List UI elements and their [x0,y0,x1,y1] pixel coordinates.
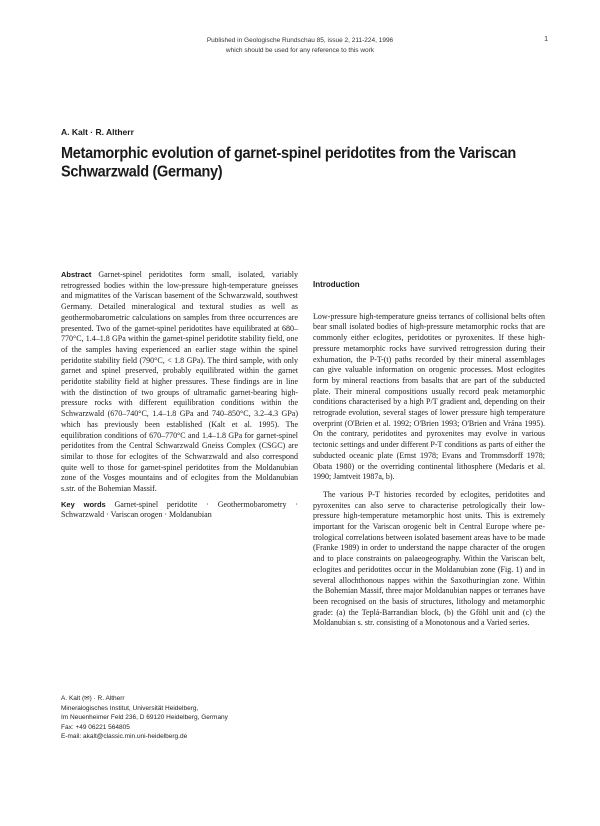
published-in-line: Published in Geologische Rundschau 85, issue 2, 211-224, 1996 [206,37,394,44]
authors: A. Kalt · R. Altherr [61,127,134,137]
reference-note-line: which should be used for any reference to this work [225,47,375,54]
author-address [61,694,301,742]
publication-note [0,36,600,56]
introduction-heading: Introduction [313,280,360,289]
email-line: E-mail: akalt@classic.min.uni-heidelberg.de [61,733,188,741]
abstract-text: Garnet-spinel peridotites form small, isolated, variably retrogressed bodies within the low-pressure high-temperature gneisses and migmatites of the Variscan basement of the Schwarzwald, southwest Germany. Detailed mineralogical and textural studies as well as geothermobarometric calculations on samples from three occurrences are presented. Two of the garnet-spinel peridotites have equilibrated at 680–770°C, 1.4–1.8 GPa within the garnet-spinel peridotite stability field, one of the samples having experienced an earlier stage within the spinel peridotite stability field (790°C, < 1.8 GPa). The third sample, with only garnet and spinel preserved, probably equilibrated within the garnet peridotite stability field at higher pressures. These findings are in line with the distinction of two groups of ultramafic garnet-bearing high-pressure rocks with different equilibration conditions within the Schwarzwald (670–740°C, 1.4–1.8 GPa and 740–850°C, 3.2–4.3 GPa) which has previously been established (Kalt et al. 1995). The equilibration conditions of 670–770°C and 1.4–1.8 GPa for garnet-spinel peridotites from the Central Schwarzwald Gneiss Complex (CSGC) are similar to those for eclogites of the Schwarzwald and also correspond quite well to those for garnet-spinel peridotites from the Moldanubian zone of the Vosges mountains and of eclogites from the Moldanubian s.str. of the Bohemian Massif. [61,270,299,494]
address-line: Mineralogisches Institut, Universität Heidelberg, [61,704,199,712]
keywords-label: Key words [61,499,106,509]
introduction-paragraph: Low-pressure high-temperature gneiss terrancs of collisional belts often bear small isolated bodies of high-pressure metamorphic rocks that are commonly either eclogites, peridotites or pyroxenites. If these high-pressure metamorphic rocks have survived retrogression during their exhumation, the P-T-(t) paths recorded by their mineral assemblages can give valuable information on orogenic processes. Most eclogites form by mineral reactions from basalts that are part of the subducted plate. Their mineral compositions usually record peak metamorphic conditions characterised by a high P/T gradient and, depending on their retrograde evolution, several stages of lower pressure high temperature overprint (O'Brien et al. 1992; O'Brien 1993; O'Brien and Vrána 1995). On the contrary, peridotites and pyroxenites may evolve in various tectonic settings and under different P-T conditions as parts of either the subducted oceanic plate (Ernst 1978; Evans and Trommsdorff 1978; Obata 1980) or the overriding continental lithosphere (Medaris et al. 1990; Jamtveit 1987a, b). [313,311,545,482]
abstract-label: Abstract [61,270,92,279]
right-column [313,280,545,629]
article-title: Metamorphic evolution of garnet-spinel peridotites from the Variscan Schwarzwald (Germany) [61,145,516,181]
address-line: Im Neuenheimer Feld 236, D 69120 Heidelberg, Germany [61,714,228,722]
keywords-text: Garnet-spinel peridotite · Geothermobarometry · Schwarzwald · Variscan orogen · Moldanubian [61,499,299,520]
abstract [61,270,298,495]
fax-line: Fax: +49 06221 564805 [61,723,130,731]
keywords [61,500,298,521]
address-line: A. Kalt (✉) · R. Altherr [61,695,125,702]
introduction-paragraph: The various P-T histories recorded by eclogites, peridotites and pyroxenites can also serve to characterise petrologically their low-pressure high-temperature metamorphic host units. This is extremely important for the Variscan orogenic belt in Central Europe where petrological correlations between isolated basement areas have to be made (Franke 1989) in order to understand the nappe character of the orogen and to place constraints on palaeogeography. Within the Variscan belt, eclogites and peridotites occur in the Moldanubian zone (Fig. 1) and in several allochthonous nappes within the Saxothuringian zone. Within the Bohemian Massif, three major Moldanubian nappes or terranes have been recognised on the basis of structures, lithology and metamorphic grade: (a) the Teplá-Barrandian block, (b) the Gföhl unit and (c) the Moldanubian s. str. consisting of a Monotonous and a Varied series. [313,489,545,628]
page-number: 1 [544,36,548,43]
left-column [61,270,298,521]
